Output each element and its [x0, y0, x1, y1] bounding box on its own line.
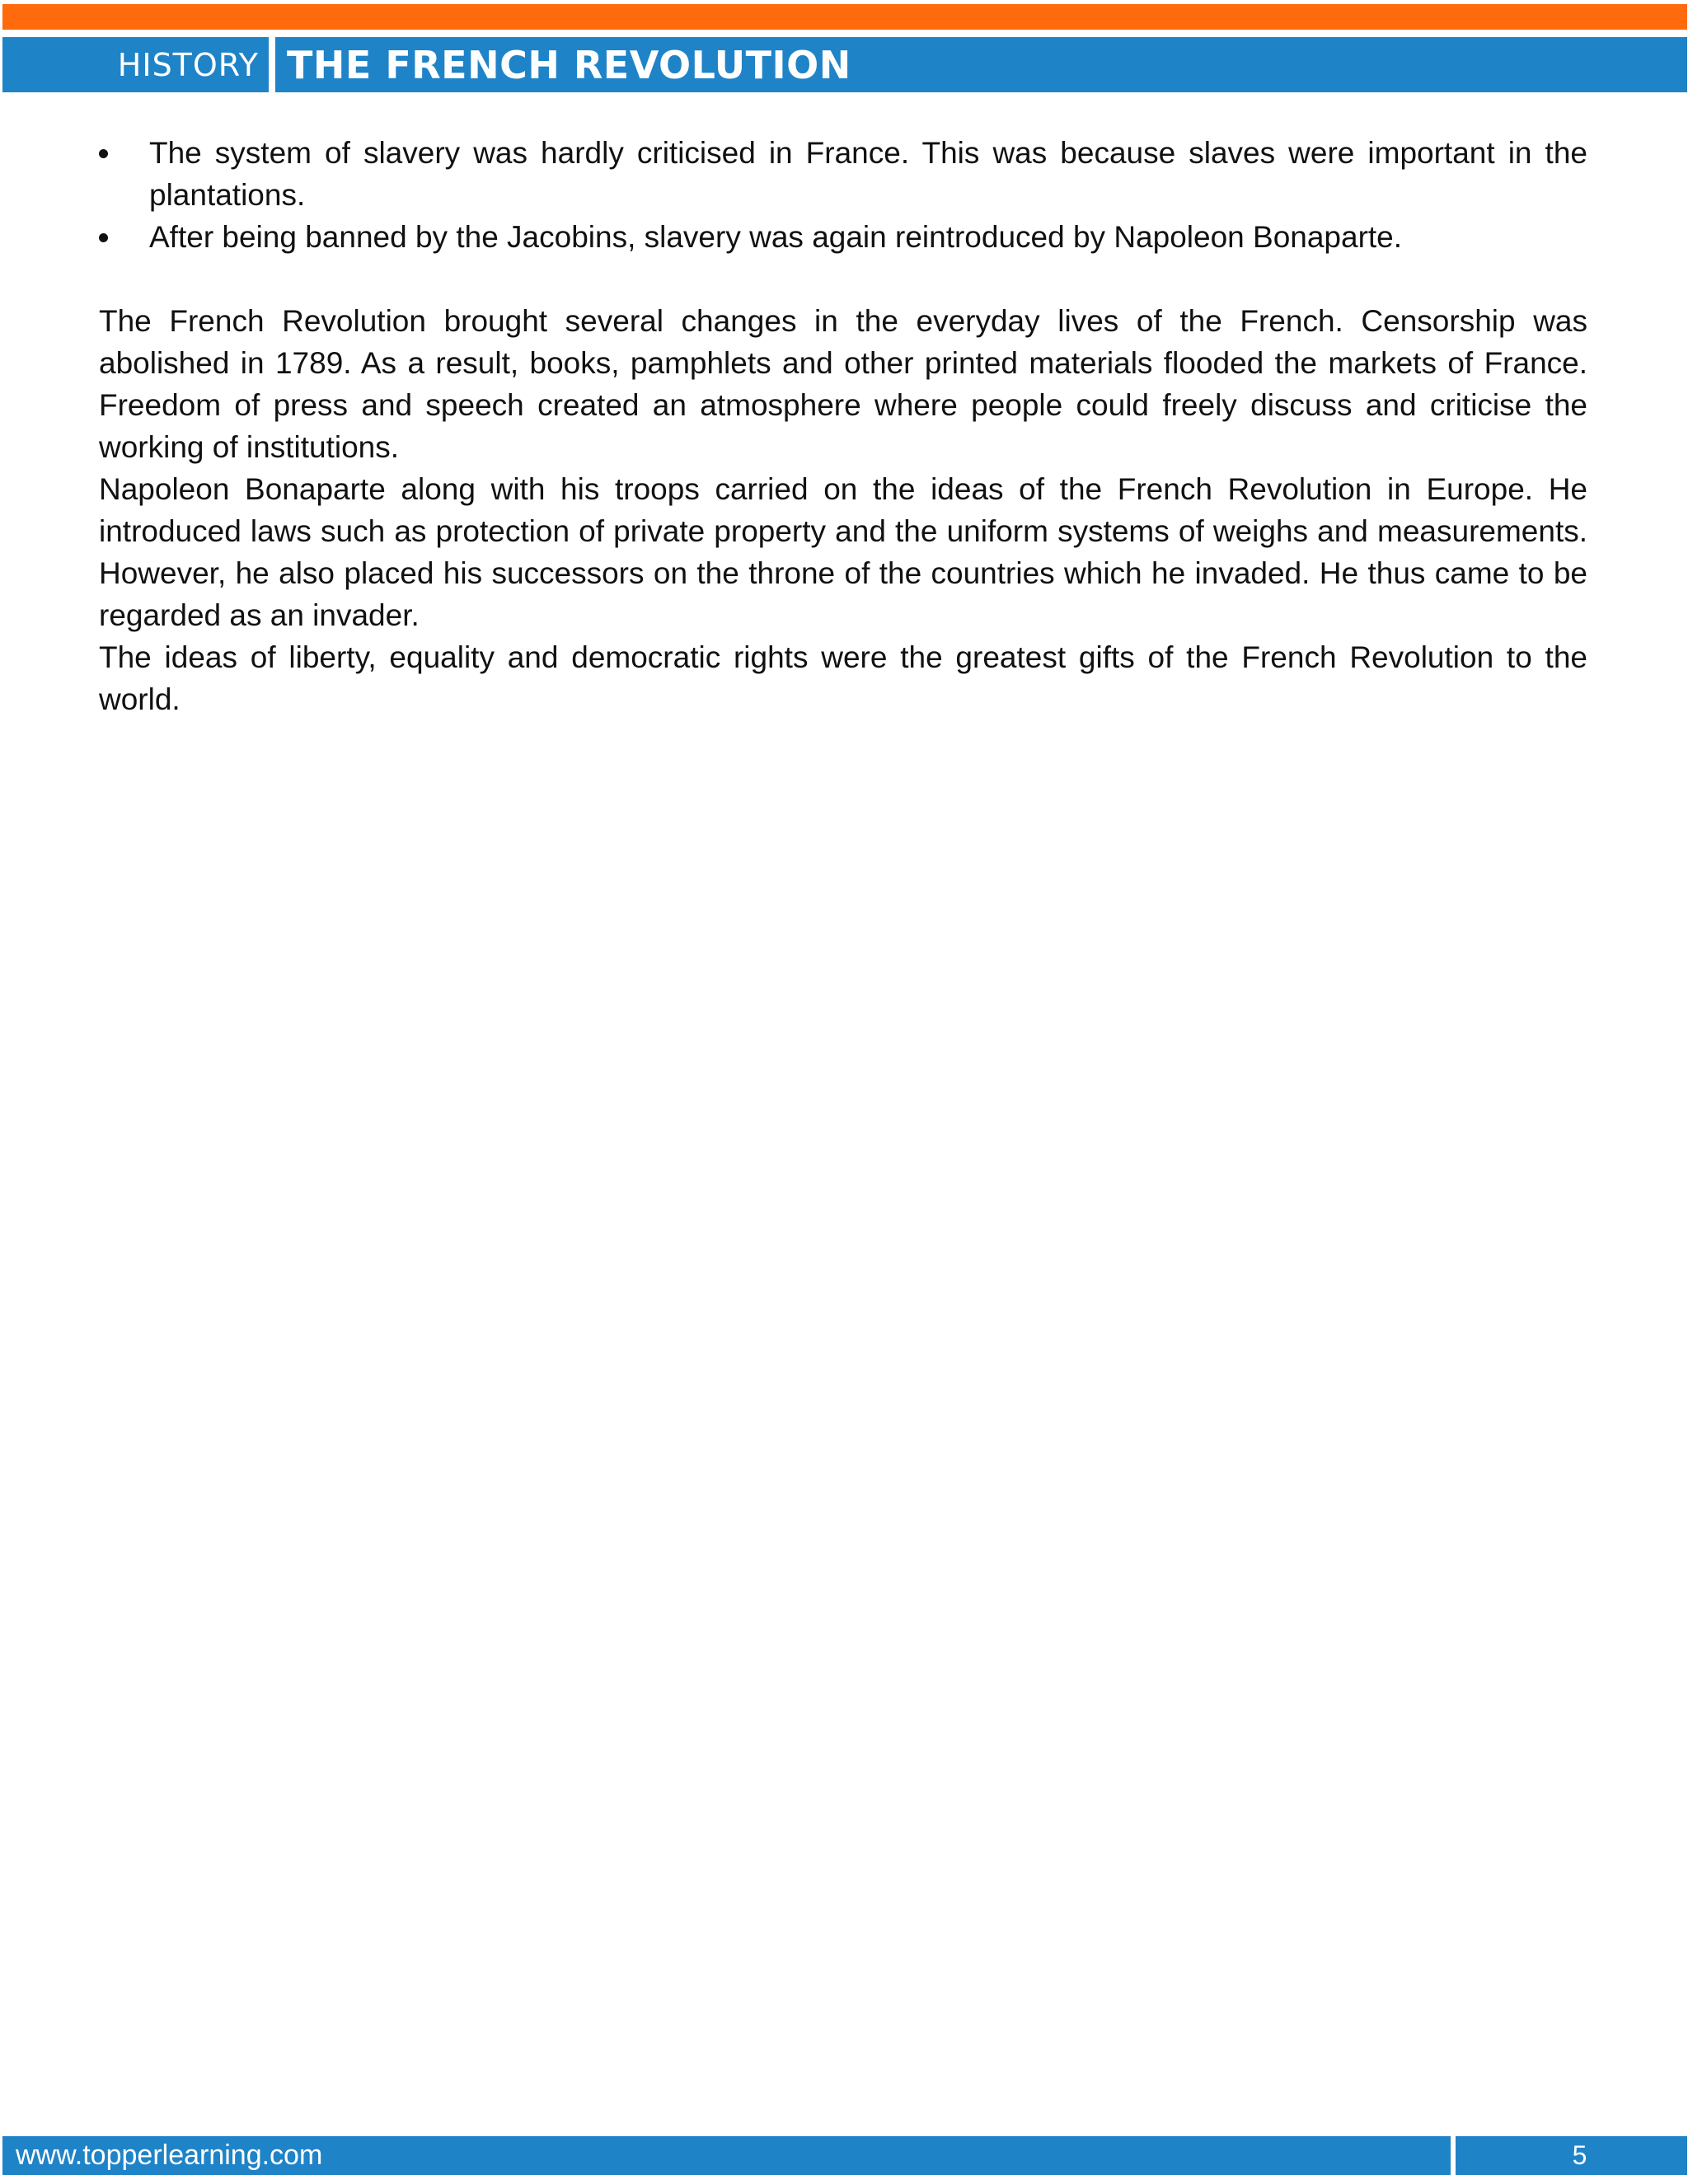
bullet-dot-icon — [99, 149, 108, 158]
bullet-item — [99, 216, 1587, 258]
page-number: 5 — [1456, 2136, 1687, 2175]
website-link[interactable]: www.topperlearning.com — [2, 2136, 1451, 2175]
bullet-text: The system of slavery was hardly criticised in France. This was because slaves were important in the plantations. — [149, 136, 1587, 212]
header-divider — [269, 37, 275, 92]
bullet-list — [99, 132, 1587, 258]
paragraph: The French Revolution brought several changes in the everyday lives of the French. Censorship was abolished in 1789. As a result, books, pamphlets and other printed materials flooded the markets of France. Freedom of press and speech created an atmosphere where people could freely discuss and criticise the working of institutions. — [99, 304, 1587, 464]
top-accent-bar — [2, 4, 1687, 30]
paragraph: The ideas of liberty, equality and democratic rights were the greatest gifts of the French Revolution to the world. — [99, 640, 1587, 716]
bullet-dot-icon — [99, 233, 108, 242]
bullet-text: After being banned by the Jacobins, slavery was again reintroduced by Napoleon Bonaparte. — [149, 220, 1403, 254]
page-footer — [2, 2136, 1687, 2175]
body-paragraphs — [99, 300, 1587, 720]
paragraph: Napoleon Bonaparte along with his troops carried on the ideas of the French Revolution in Europe. He introduced laws such as protection of private property and the uniform systems of weighs and measurements. However, he also placed his successors on the throne of the countries which he invaded. He thus came to be regarded as an invader. — [99, 472, 1587, 632]
page-header — [2, 37, 1687, 92]
page-content — [99, 132, 1587, 720]
bullet-item — [99, 132, 1587, 216]
chapter-title: THE FRENCH REVOLUTION — [275, 37, 1687, 92]
subject-label: HISTORY — [2, 37, 269, 92]
